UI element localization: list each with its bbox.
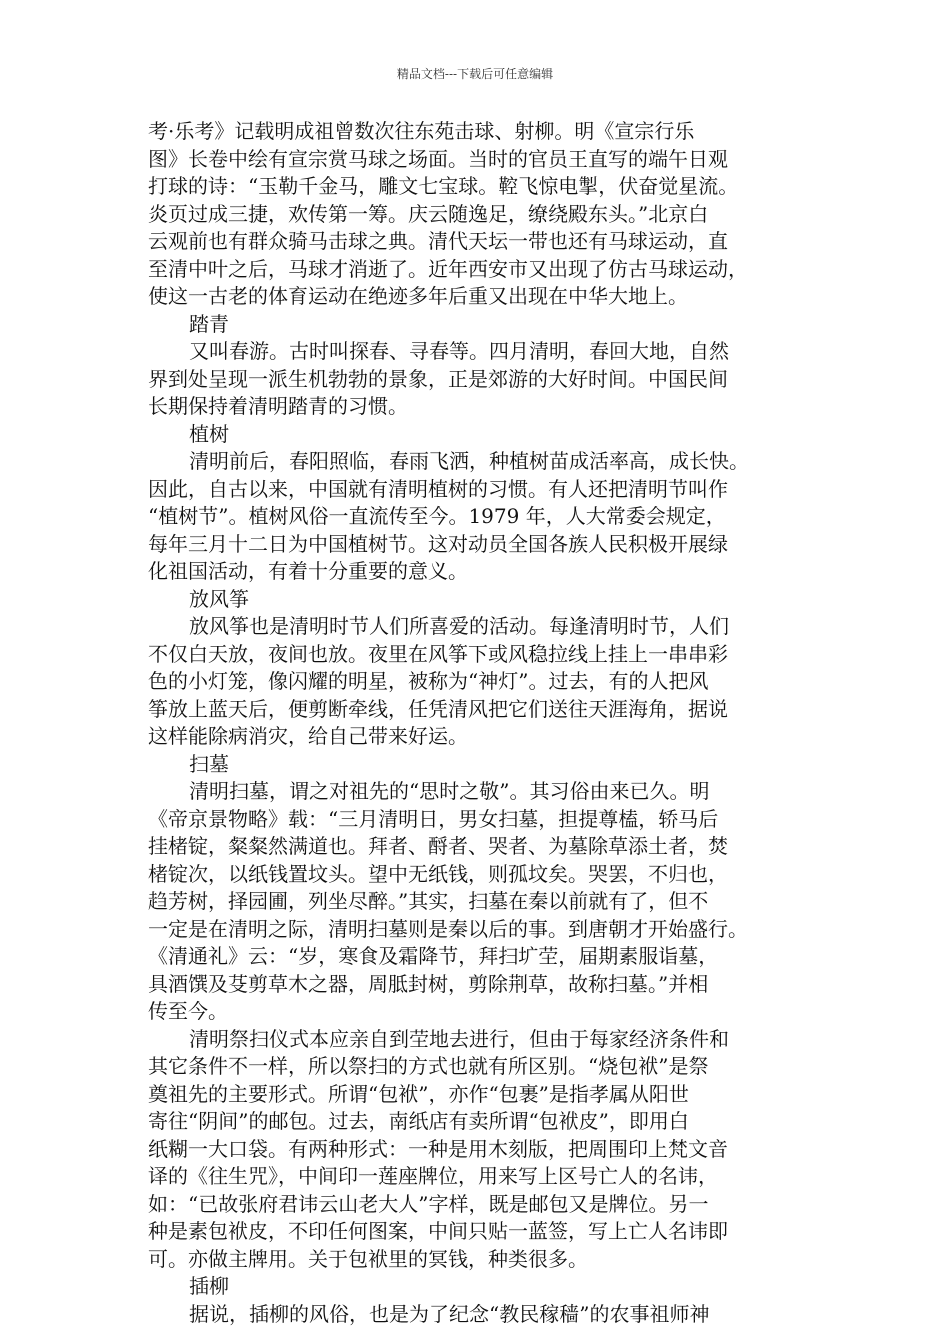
text-line: 清明前后，春阳照临，春雨飞洒，种植树苗成活率高，成长快。	[189, 449, 749, 473]
text-line: 据说，插柳的风俗，也是为了纪念“教民稼穑”的农事祖师神	[189, 1301, 710, 1326]
text-line: 筝放上蓝天后，便剪断牵线，任凭清风把它们送往天涯海角，据说	[148, 696, 728, 721]
text-line: 传至今。	[148, 999, 228, 1023]
text-line: 扫墓	[189, 751, 229, 776]
text-line: 楮锭次，以纸钱置坟头。望中无纸钱，则孤坟矣。哭罢，不归也，	[148, 861, 728, 886]
text-line: 植树	[189, 421, 229, 446]
text-line: 考·乐考》记载明成祖曾数次往东苑击球、射柳。明《宣宗行乐	[148, 119, 695, 143]
text-line: 奠祖先的主要形式。所谓“包袱”，亦作“包裹”是指孝属从阳世	[148, 1081, 689, 1106]
text-line: 踏青	[189, 311, 229, 336]
text-line: 趋芳树，择园圃，列坐尽醉。”其实，扫墓在秦以前就有了，但不	[148, 889, 709, 913]
text-line: 使这一古老的体育运动在绝迹多年后重又出现在中华大地上。	[148, 284, 688, 308]
text-line: 如：“已故张府君讳云山老大人”字样，既是邮包又是牌位。另一	[148, 1191, 709, 1216]
text-line: 图》长卷中绘有宣宗赏马球之场面。当时的官员王直写的端午日观	[148, 146, 728, 171]
text-line: 纸糊一大口袋。有两种形式：一种是用木刻版，把周围印上梵文音	[148, 1136, 728, 1161]
text-line: 具酒馔及芟剪草木之器，周胝封树，剪除荆草，故称扫墓。”并相	[148, 971, 709, 996]
text-line: 打球的诗：“玉勒千金马，雕文七宝球。鞚飞惊电掣，伏奋觉星流。	[148, 174, 739, 198]
text-line: 清明扫墓，谓之对祖先的“思时之敬”。其习俗由来已久。明	[189, 779, 710, 803]
text-line: 每年三月十二日为中国植树节。这对动员全国各族人民积极开展绿	[148, 531, 728, 556]
text-line: 因此，自古以来，中国就有清明植树的习惯。有人还把清明节叫作	[148, 476, 728, 501]
text-line: 云观前也有群众骑马击球之典。清代天坛一带也还有马球运动，直	[148, 229, 728, 253]
text-line: 又叫春游。古时叫探春、寻春等。四月清明，春回大地，自然	[189, 339, 729, 363]
text-line: 可。亦做主牌用。关于包袱里的冥钱，种类很多。	[148, 1246, 588, 1271]
text-line: 寄往“阴间”的邮包。过去，南纸店有卖所谓“包袱皮”，即用白	[148, 1109, 689, 1133]
text-line: 清明祭扫仪式本应亲自到茔地去进行，但由于每家经济条件和	[189, 1026, 729, 1051]
document-body	[148, 118, 808, 1328]
text-line: 其它条件不一样，所以祭扫的方式也就有所区别。“烧包袱”是祭	[148, 1054, 709, 1078]
text-line: 长期保持着清明踏青的习惯。	[148, 394, 408, 418]
page-header: 精品文档---下载后可任意编辑	[396, 67, 554, 81]
text-line: 至清中叶之后，马球才消逝了。近年西安市又出现了仿古马球运动，	[148, 256, 748, 281]
text-line: 界到处呈现一派生机勃勃的景象，正是郊游的大好时间。中国民间	[148, 366, 728, 391]
text-line: 插柳	[189, 1274, 229, 1298]
text-line: 不仅白天放，夜间也放。夜里在风筝下或风稳拉线上挂上一串串彩	[148, 641, 728, 666]
text-line: 放风筝	[189, 586, 249, 611]
text-line: 炎页过成三捷，欢传第一筹。庆云随逸足，缭绕殿东头。”北京白	[148, 201, 709, 226]
text-line: 种是素包袱皮，不印任何图案，中间只贴一蓝签，写上亡人名讳即	[148, 1219, 728, 1243]
text-line: 放风筝也是清明时节人们所喜爱的活动。每逢清明时节，人们	[189, 614, 729, 638]
text-line: 化祖国活动，有着十分重要的意义。	[148, 559, 468, 583]
text-line: 这样能除病消灾，给自己带来好运。	[148, 724, 468, 748]
text-line: 色的小灯笼，像闪耀的明星，被称为“神灯”。过去，有的人把风	[148, 669, 709, 693]
text-line: “植树节”。植树风俗一直流传至今。1979 年，人大常委会规定，	[148, 504, 726, 528]
text-line: 一定是在清明之际，清明扫墓则是秦以后的事。到唐朝才开始盛行。	[148, 916, 748, 941]
text-line: 挂楮锭，粲粲然满道也。拜者、酹者、哭者、为墓除草添土者，焚	[148, 834, 728, 858]
text-line: 《清通礼》云：“岁，寒食及霜降节，拜扫圹茔，届期素服诣墓，	[148, 944, 719, 968]
text-line: 《帝京景物略》载：“三月清明日，男女扫墓，担提尊榼，轿马后	[148, 806, 719, 831]
text-line: 译的《往生咒》，中间印一莲座牌位，用来写上区号亡人的名讳，	[148, 1164, 718, 1188]
